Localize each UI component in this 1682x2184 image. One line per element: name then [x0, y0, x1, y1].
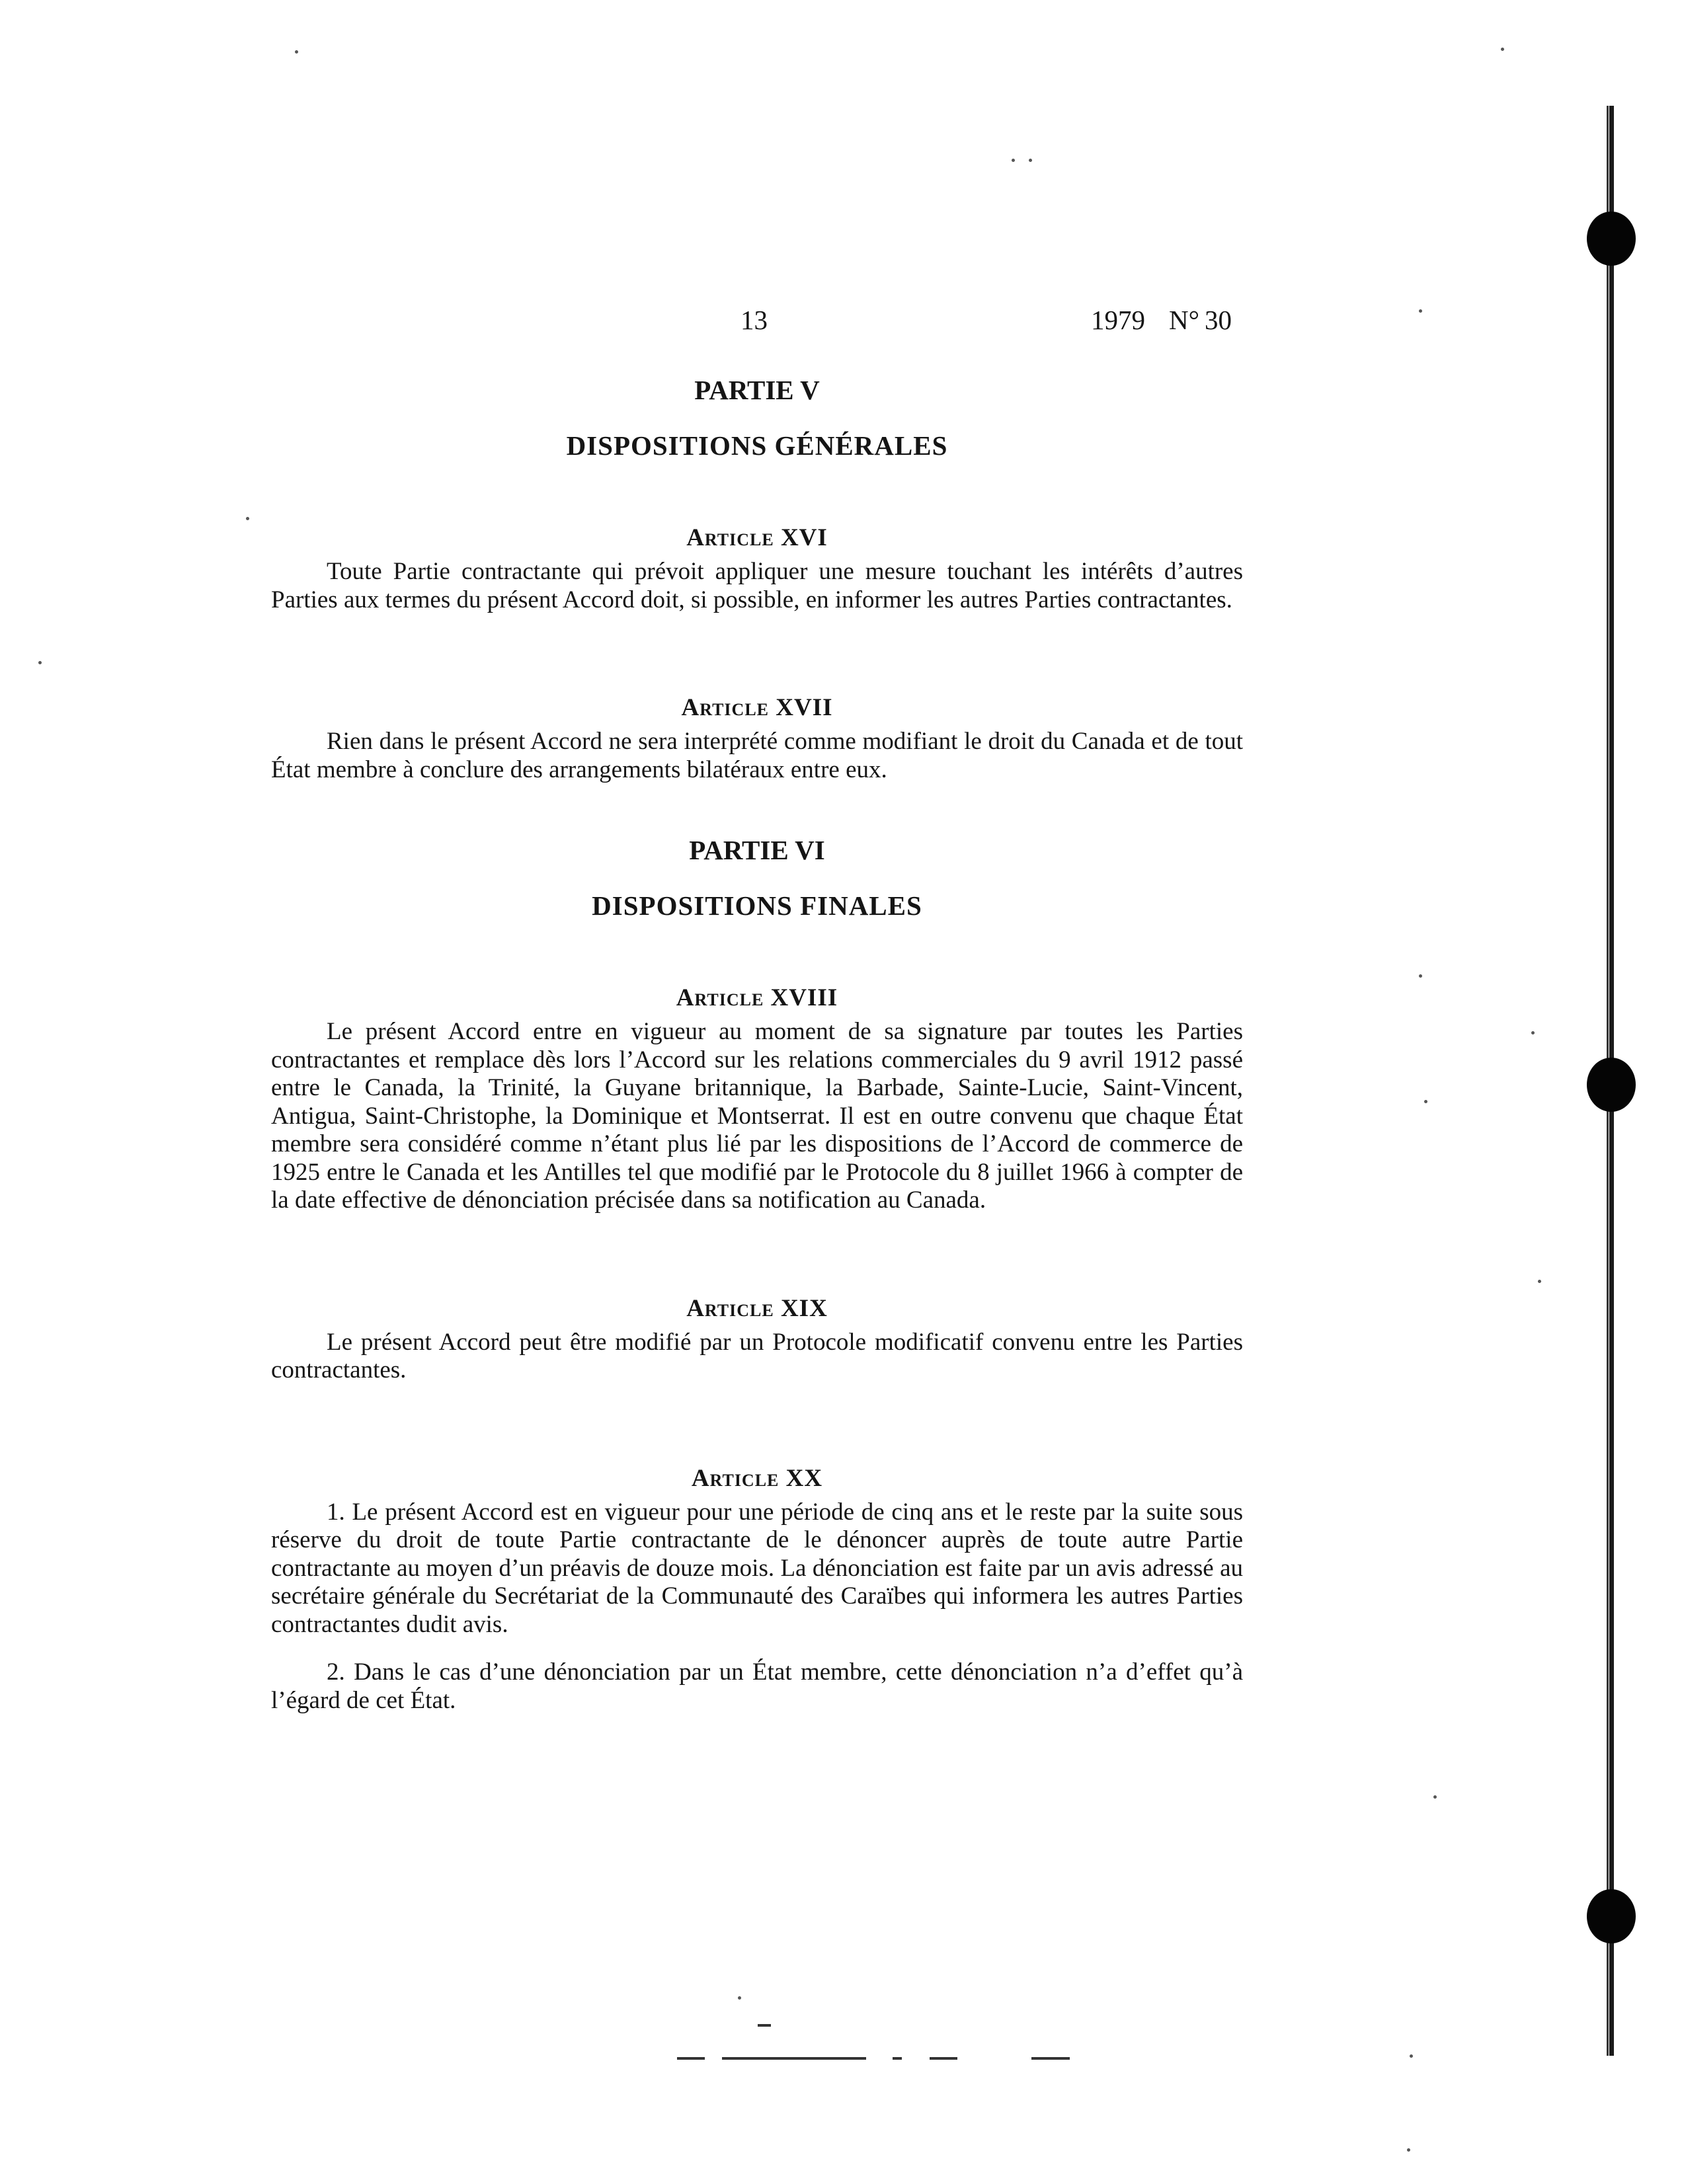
scan-speck	[1407, 2148, 1410, 2152]
scan-speck	[1501, 48, 1504, 51]
article-xvii-heading: Article XVII	[681, 694, 833, 721]
article-xviii-heading: Article XVIII	[676, 984, 838, 1011]
scan-speck	[1029, 159, 1032, 162]
article-xvii-text: Rien dans le présent Accord ne sera interprété comme modifiant le droit du Canada et de tout État membre à conclure des arrangements bilatéraux entre eux.	[271, 728, 1243, 783]
footer-mark	[722, 2057, 866, 2060]
part-v-title: PARTIE V	[694, 375, 820, 405]
article-xvi-heading: Article XVI	[686, 524, 828, 551]
article-xix-heading: Article XIX	[686, 1294, 828, 1322]
article-xx-paragraph-1: 1. Le présent Accord est en vigueur pour une période de cinq ans et le reste par la suite sous réserve du droit de toute Partie contractante de le dénoncer auprès de toute autre Partie contractante au moyen d’un préavis de douze mois. La dénonciation est faite par un avis adressé au secrétaire générale du Secrétariat de la Communauté des Caraïbes qui informera les autres Parties contractantes dudit avis.	[271, 1498, 1243, 1638]
footer-mark	[893, 2057, 902, 2060]
page-header	[0, 304, 1682, 344]
part-vi-title: PARTIE VI	[689, 835, 825, 865]
part-vi-subtitle: DISPOSITIONS FINALES	[592, 890, 922, 921]
punch-hole-middle	[1587, 1058, 1636, 1112]
page-number: 13	[741, 305, 768, 335]
article-xviii-text: Le présent Accord entre en vigueur au moment de sa signature par toutes les Parties contractantes et remplace dès lors l’Accord sur les relations commerciales du 9 avril 1912 passé entre le Canada, la Trinité, la Guyane britannique, la Barbade, Sainte-Lucie, Saint-Vincent, Antigua, Saint-Christophe, la Dominique et Montserrat. Il est en outre convenu que chaque État membre sera considéré comme n’étant plus lié par les dispositions de l’Accord de commerce de 1925 entre le Canada et les Antilles tel que modifié par le Protocole du 8 juillet 1966 à compter de la date effective de dénonciation précisée dans sa notification au Canada.	[271, 1018, 1243, 1214]
scan-speck	[738, 1996, 741, 2000]
article-xvi-text: Toute Partie contractante qui prévoit appliquer une mesure touchant les intérêts d’autres Parties aux termes du présent Accord doit, si possible, en informer les autres Parties contractantes.	[271, 558, 1243, 613]
document-number-label: N°	[1169, 305, 1200, 335]
document-year: 1979	[1091, 305, 1145, 335]
scan-speck	[1419, 974, 1422, 978]
punch-hole-top	[1587, 212, 1636, 266]
scan-speck	[1424, 1100, 1427, 1103]
footer-mark	[677, 2057, 705, 2060]
article-xix-text: Le présent Accord peut être modifié par un Protocole modificatif convenu entre les Parties contractantes.	[271, 1328, 1243, 1384]
scan-speck	[295, 50, 298, 54]
scan-speck	[1538, 1280, 1541, 1283]
scan-speck	[1012, 159, 1015, 162]
footer-mark	[758, 2024, 771, 2027]
footer-mark	[930, 2057, 957, 2060]
scan-speck	[1531, 1031, 1535, 1034]
punch-hole-bottom	[1587, 1889, 1636, 1943]
scan-speck	[1433, 1795, 1437, 1799]
document-body	[271, 370, 1243, 1715]
scan-speck	[246, 517, 249, 520]
scan-speck	[1410, 2054, 1413, 2058]
scan-speck	[1419, 309, 1422, 313]
scan-speck	[38, 661, 42, 664]
document-number: 30	[1205, 305, 1232, 335]
document-reference	[1091, 304, 1232, 336]
article-xx-paragraph-2: 2. Dans le cas d’une dénonciation par un État membre, cette dénonciation n’a d’effet qu’à l’égard de cet État.	[271, 1658, 1243, 1714]
article-xx-heading: Article XX	[691, 1464, 823, 1492]
footer-mark	[1031, 2057, 1070, 2060]
part-v-subtitle: DISPOSITIONS GÉNÉRALES	[566, 430, 948, 461]
